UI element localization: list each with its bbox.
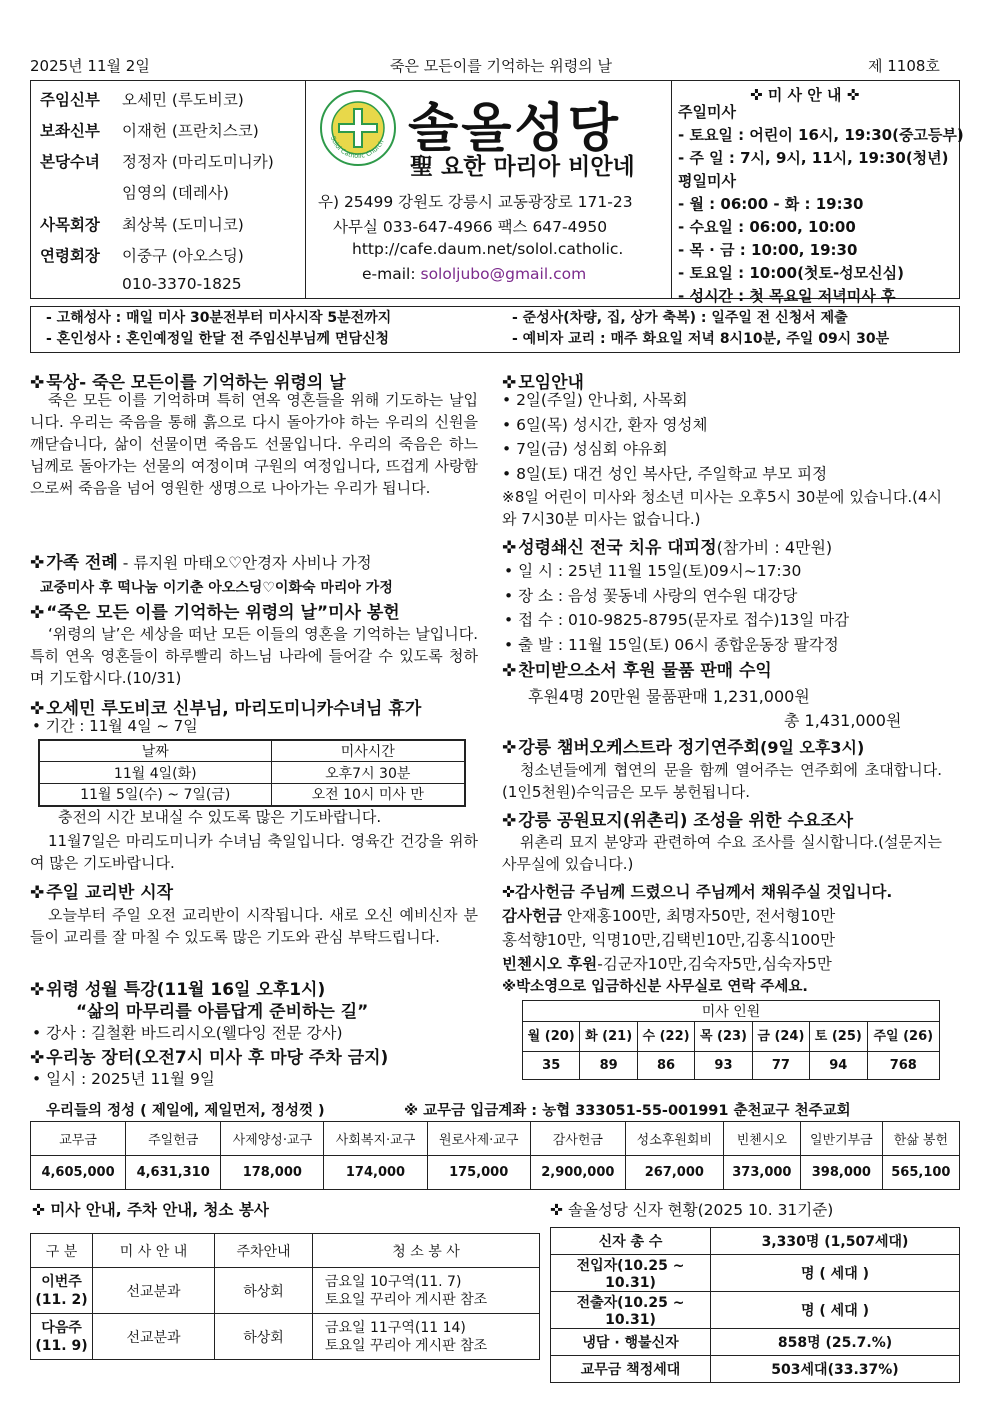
mass-schedule-line: - 수요일 : 06:00, 10:00 xyxy=(678,218,856,236)
issue-date: 2025년 11월 2일 xyxy=(30,57,150,75)
offering-header: 한삶 봉헌 xyxy=(882,1122,959,1156)
service-clean: 토요일 꾸리아 게시판 참조 xyxy=(325,1337,488,1354)
offering-value: 174,000 xyxy=(324,1156,427,1190)
meditation-heading: ✜ 묵상- 죽은 모든이를 기억하는 위령의 날 xyxy=(30,373,346,393)
parish-address: 우) 25499 강원도 강릉시 교동광장로 171-23 xyxy=(318,193,633,211)
diamond-cross-icon: ✜ xyxy=(30,373,45,393)
retreat-detail: • 출 발 : 11월 15일(토) 06시 종합운동장 팔각정 xyxy=(504,635,839,654)
staff-row xyxy=(40,213,244,235)
service-clean: 금요일 11구역(11 14) xyxy=(325,1319,466,1336)
diamond-cross-icon: ✜ xyxy=(30,699,45,719)
issue-number: 제 1108호 xyxy=(868,57,940,75)
attendance-table xyxy=(522,1000,940,1080)
attendance-day: 주일 (26) xyxy=(867,1022,939,1052)
diamond-cross-icon: ✜ xyxy=(502,538,517,558)
members-value: 858명 (25.7.%) xyxy=(711,1329,960,1356)
thanks-line-2: 홍석향10만, 익명10만,김택빈10만,김홍식100만 xyxy=(502,931,836,949)
staff-row xyxy=(40,275,242,293)
members-row xyxy=(551,1356,960,1383)
thanks-line-3: 빈첸시오 후원-김군자10만,김숙자5만,심숙자5만 xyxy=(502,955,832,973)
vacation-prayer: 충전의 시간 보내실 수 있도록 많은 기도바랍니다. xyxy=(58,808,382,826)
parish-phone: 사무실 033-647-4966 팩스 647-4950 xyxy=(333,218,608,236)
staff-name: 임영의 (데레사) xyxy=(122,184,229,202)
members-value: 3,330명 (1,507세대) xyxy=(711,1228,960,1255)
email-link[interactable]: sololjubo@gmail.com xyxy=(420,265,587,283)
meetings-note: ※8일 어린이 미사와 청소년 미사는 오후5시 30분에 있습니다.(4시와 7시30분 미사는 없습니다.) xyxy=(502,488,942,528)
mass-schedule xyxy=(678,101,964,308)
table-cell: 11월 4일(화) xyxy=(39,762,271,784)
offering-table xyxy=(30,1121,960,1190)
service-header: 미 사 안 내 xyxy=(93,1234,215,1268)
service-heading: ✜ 미사 안내, 주차 안내, 청소 봉사 xyxy=(32,1201,269,1219)
staff-row xyxy=(40,88,244,110)
attendance-day: 수 (22) xyxy=(637,1022,694,1052)
staff-name: 이재헌 (프란치스코) xyxy=(122,122,259,140)
members-label: 전입자(10.25 ~ 10.31) xyxy=(551,1255,711,1292)
staff-name: 이중구 (아오스딩) xyxy=(122,247,244,265)
members-row xyxy=(551,1292,960,1329)
service-mass: 선교분과 xyxy=(93,1268,215,1314)
attendance-count: 768 xyxy=(867,1052,939,1080)
service-week: 이번주 xyxy=(41,1273,82,1290)
offering-header: 사회복지·교구 xyxy=(324,1122,427,1156)
offering-title: 우리들의 정성 ( 제일에, 제일먼저, 정성껏 ) xyxy=(46,1103,325,1119)
service-header: 구 분 xyxy=(31,1234,93,1268)
parish-patron: 聖 요한 마리아 비안네 xyxy=(410,154,635,180)
mass-schedule-line: 주일미사 xyxy=(678,103,736,121)
service-date: (11. 2) xyxy=(35,1291,88,1308)
meeting-item: • 7일(금) 성심회 야유회 xyxy=(502,440,668,458)
family-liturgy-line: 교중미사 후 떡나눔 이기춘 아오스딩♡이화숙 마리아 가정 xyxy=(40,580,393,596)
offering-value: 175,000 xyxy=(427,1156,530,1190)
offering-header: 성소후원회비 xyxy=(625,1122,723,1156)
feast-note: 11월7일은 마리도미니카 수녀님 축일입니다. 영육간 건강을 위하여 많은 기도바랍니다. xyxy=(30,832,478,872)
offering-value: 373,000 xyxy=(723,1156,800,1190)
vacation-heading: ✜ 오세민 루도비코 신부님, 마리도미니카수녀님 휴가 xyxy=(30,699,422,719)
members-value: 503세대(33.37%) xyxy=(711,1356,960,1383)
offering-header: 감사헌금 xyxy=(530,1122,625,1156)
service-row xyxy=(31,1314,540,1360)
service-week: 다음주 xyxy=(41,1319,82,1336)
staff-name: 정정자 (마리도미니카) xyxy=(122,153,274,171)
members-label: 교무금 책정세대 xyxy=(551,1356,711,1383)
members-row xyxy=(551,1329,960,1356)
market-date: • 일시 : 2025년 11월 9일 xyxy=(32,1070,215,1088)
offering-value: 565,100 xyxy=(882,1156,959,1190)
concert-heading: ✜ 강릉 챔버오케스트라 정기연주회(9일 오후3시) xyxy=(502,738,865,758)
service-header: 주차안내 xyxy=(215,1234,313,1268)
offering-value: 267,000 xyxy=(625,1156,723,1190)
thanks-line-1: 감사헌금 안재홍100만, 최명자50만, 전서형10만 xyxy=(502,907,836,925)
mass-schedule-line: - 토요일 : 10:00(첫토-성모신심) xyxy=(678,264,904,282)
diamond-cross-icon: ✜ xyxy=(30,553,45,573)
meeting-item: • 2일(주일) 안나회, 사목회 xyxy=(502,391,688,409)
staff-role: 보좌신부 xyxy=(40,122,100,140)
offering-value: 2,900,000 xyxy=(530,1156,625,1190)
diamond-cross-icon: ✜ xyxy=(30,883,45,903)
staff-name: 최상복 (도미니코) xyxy=(122,216,244,234)
concert-body: 청소년들에게 협연의 문을 함께 열어주는 연주회에 초대합니다.(1인5천원)수익금은 모두 봉헌됩니다. xyxy=(502,761,942,801)
table-header: 미사시간 xyxy=(271,740,465,762)
meditation-body: 죽은 모든 이를 기억하며 특히 연옥 영혼들을 위해 기도하는 날입니다. 우리는 죽음을 통해 흙으로 다시 돌아가야 하는 우리의 신원을 깨닫습니다, 삶이 선물이면 죽음도 선물입니다. 우리의 죽음은 하느님께로 돌아가는 선물의 여정이며 구원의 여정입니다, 뜨겁게 사랑함으로써 죽음을 넘어 영원한 생명으로 나아가는 우리가 됩니다. xyxy=(30,391,478,497)
diamond-cross-icon: ✜ xyxy=(750,86,763,104)
members-value: 명 ( 세대 ) xyxy=(711,1292,960,1329)
meeting-item: • 6일(목) 성시간, 환자 영성체 xyxy=(502,415,708,434)
offering-header: 원로사제·교구 xyxy=(427,1122,530,1156)
notice-confession: - 고해성사 : 매일 미사 30분전부터 미사시작 5분전까지 xyxy=(46,310,392,326)
service-date: (11. 9) xyxy=(35,1337,88,1354)
cemetery-heading: ✜ 강릉 공원묘지(위촌리) 조성을 위한 수요조사 xyxy=(502,811,854,831)
parish-website[interactable]: http://cafe.daum.net/solol.catholic. xyxy=(352,240,624,258)
staff-role: 연령회장 xyxy=(40,247,100,265)
notice-blessing: - 준성사(차량, 집, 상가 축복) : 일주일 전 신청서 제출 xyxy=(512,310,848,326)
diamond-cross-icon: ✜ xyxy=(32,1201,45,1219)
notice-marriage: - 혼인성사 : 혼인예정일 한달 전 주임신부님께 면담신청 xyxy=(46,331,390,347)
parish-logo xyxy=(318,88,398,168)
attendance-count: 93 xyxy=(695,1052,752,1080)
lecture-heading: ✜ 위령 성월 특강(11월 16일 오후1시) xyxy=(30,980,326,1000)
offering-header: 주일헌금 xyxy=(126,1122,221,1156)
staff-row xyxy=(40,119,259,141)
diamond-cross-icon: ✜ xyxy=(502,373,517,393)
diamond-cross-icon: ✜ xyxy=(502,738,517,758)
offering-value: 4,605,000 xyxy=(31,1156,126,1190)
thanks-heading: ✜감사헌금 주님께 드렸으니 주님께서 채워주실 것입니다. xyxy=(502,883,893,901)
all-souls-mass-body: ‘위령의 날’은 세상을 떠난 모든 이들의 영혼을 기억하는 날입니다. 특히 연옥 영혼들이 하루빨리 하느님 나라에 들어갈 수 있도록 청하며 기도합시다.(10/31) xyxy=(30,625,478,687)
offering-header: 교무금 xyxy=(31,1122,126,1156)
mass-schedule-title: ✜ 미 사 안 내 ✜ xyxy=(750,86,860,104)
all-souls-mass-heading: ✜ “죽은 모든 이를 기억하는 위령의 날”미사 봉헌 xyxy=(30,603,400,623)
laudato-sales: 후원4명 20만원 물품판매 1,231,000원 xyxy=(528,687,810,706)
members-table xyxy=(550,1227,960,1383)
meetings-list xyxy=(502,388,827,486)
table-cell: 11월 5일(수) ~ 7일(금) xyxy=(39,784,271,806)
mass-schedule-line: - 성시간 : 첫 목요일 저녁미사 후 xyxy=(678,287,896,305)
members-row xyxy=(551,1228,960,1255)
vacation-table xyxy=(38,739,466,807)
attendance-day: 금 (24) xyxy=(752,1022,809,1052)
lecture-subtitle: “삶의 마무리를 아름답게 준비하는 길” xyxy=(76,1002,369,1022)
svg-text:Solol Catholic Church: Solol Catholic Church xyxy=(328,135,386,161)
attendance-count: 89 xyxy=(580,1052,637,1080)
mass-schedule-line: - 주 일 : 7시, 9시, 11시, 19:30(청년) xyxy=(678,149,949,167)
members-heading: ✜ 솔올성당 신자 현황(2025 10. 31기준) xyxy=(550,1201,834,1219)
retreat-details xyxy=(504,559,849,657)
meeting-item: • 8일(토) 대건 성인 복사단, 주일학교 부모 피정 xyxy=(502,464,828,483)
staff-name: 오세민 (루도비코) xyxy=(122,91,244,109)
diamond-cross-icon: ✜ xyxy=(502,883,515,901)
service-mass: 선교분과 xyxy=(93,1314,215,1360)
lecture-speaker: • 강사 : 길철환 바드리시오(웰다잉 전문 강사) xyxy=(32,1024,343,1042)
diamond-cross-icon: ✜ xyxy=(502,661,517,681)
cemetery-body: 위촌리 묘지 분양과 관련하여 수요 조사를 실시합니다.(설문지는 사무실에 있습니다.) xyxy=(502,833,942,873)
parish-email-row xyxy=(362,265,586,283)
offering-header: 빈첸시오 xyxy=(723,1122,800,1156)
notice-catechumen: - 예비자 교리 : 매주 화요일 저녁 8시10분, 주일 09시 30분 xyxy=(512,331,890,347)
table-cell: 오후7시 30분 xyxy=(271,762,465,784)
service-parking: 하상회 xyxy=(215,1314,313,1360)
retreat-detail: • 일 시 : 25년 11월 15일(토)09시~17:30 xyxy=(504,562,802,580)
attendance-count: 94 xyxy=(810,1052,867,1080)
offering-account: ※ 교무금 입금계좌 : 농협 333051-55-001991 춘천교구 천주교회 xyxy=(404,1103,851,1119)
service-table xyxy=(30,1233,540,1360)
staff-role: 본당수녀 xyxy=(40,153,100,171)
retreat-detail: • 장 소 : 음성 꽃동네 사랑의 연수원 대강당 xyxy=(504,586,798,605)
offering-header: 일반기부금 xyxy=(800,1122,882,1156)
staff-role: 사목회장 xyxy=(40,216,100,234)
thanks-note: ※박소영으로 입금하신분 사무실로 연락 주세요. xyxy=(502,979,808,995)
attendance-count: 35 xyxy=(523,1052,580,1080)
diamond-cross-icon: ✜ xyxy=(550,1201,563,1219)
service-row xyxy=(31,1268,540,1314)
diamond-cross-icon: ✜ xyxy=(502,811,517,831)
attendance-day: 목 (23) xyxy=(695,1022,752,1052)
staff-row xyxy=(40,244,244,266)
staff-role: 주임신부 xyxy=(40,91,100,109)
parish-name: 솔올성당 xyxy=(408,98,621,159)
mass-schedule-line: - 월 : 06:00 - 화 : 19:30 xyxy=(678,195,864,213)
diamond-cross-icon: ✜ xyxy=(30,980,45,1000)
attendance-day: 월 (20) xyxy=(523,1022,580,1052)
members-value: 명 ( 세대 ) xyxy=(711,1255,960,1292)
attendance-day: 토 (25) xyxy=(810,1022,867,1052)
mass-schedule-line: - 목 · 금 : 10:00, 19:30 xyxy=(678,241,858,259)
laudato-total: 총 1,431,000원 xyxy=(784,711,902,730)
vacation-period: • 기간 : 11월 4일 ~ 7일 xyxy=(32,717,198,735)
attendance-title: 미사 인원 xyxy=(523,1001,940,1022)
staff-name: 010-3370-1825 xyxy=(122,275,242,293)
diamond-cross-icon: ✜ xyxy=(846,86,860,104)
attendance-count: 77 xyxy=(752,1052,809,1080)
staff-row xyxy=(40,150,274,172)
catechism-heading: ✜ 주일 교리반 시작 xyxy=(30,883,174,903)
diamond-cross-icon: ✜ xyxy=(30,1048,45,1068)
offering-value: 398,000 xyxy=(800,1156,882,1190)
retreat-detail: • 접 수 : 010-9825-8795(문자로 접수)13일 마감 xyxy=(504,611,850,629)
laudato-heading: ✜ 찬미받으소서 후원 물품 판매 수익 xyxy=(502,661,772,681)
table-cell: 오전 10시 미사 만 xyxy=(271,784,465,806)
table-header: 날짜 xyxy=(39,740,271,762)
offering-value: 178,000 xyxy=(221,1156,324,1190)
retreat-heading: ✜ 성령쇄신 전국 치유 대피정(참가비 : 4만원) xyxy=(502,538,833,558)
service-parking: 하상회 xyxy=(215,1268,313,1314)
mass-schedule-line: - 토요일 : 어린이 16시, 19:30(중고등부) xyxy=(678,126,964,144)
service-clean: 금요일 10구역(11. 7) xyxy=(325,1273,462,1290)
market-heading: ✜ 우리농 장터(오전7시 미사 후 마당 주차 금지) xyxy=(30,1048,389,1068)
email-label: e-mail: xyxy=(362,265,416,283)
offering-header: 사제양성·교구 xyxy=(221,1122,324,1156)
members-label: 신자 총 수 xyxy=(551,1228,711,1255)
members-label: 전출자(10.25 ~ 10.31) xyxy=(551,1292,711,1329)
service-header: 청 소 봉 사 xyxy=(313,1234,540,1268)
members-row xyxy=(551,1255,960,1292)
catechism-body: 오늘부터 주일 오전 교리반이 시작됩니다. 새로 오신 예비신자 분들이 교리를 잘 마칠 수 있도록 많은 기도와 관심 부탁드립니다. xyxy=(30,906,478,946)
issue-title: 죽은 모든이를 기억하는 위령의 날 xyxy=(390,57,612,75)
meetings-heading: ✜ 모임안내 xyxy=(502,373,584,393)
offering-value: 4,631,310 xyxy=(126,1156,221,1190)
mass-schedule-line: 평일미사 xyxy=(678,172,736,190)
diamond-cross-icon: ✜ xyxy=(30,603,45,623)
family-liturgy-heading: ✜ 가족 전례 - 류지원 마태오♡안경자 사비나 가정 xyxy=(30,553,372,573)
staff-row xyxy=(40,181,229,203)
members-label: 냉담 · 행불신자 xyxy=(551,1329,711,1356)
attendance-count: 86 xyxy=(637,1052,694,1080)
service-clean: 토요일 꾸리아 게시판 참조 xyxy=(325,1291,488,1308)
attendance-day: 화 (21) xyxy=(580,1022,637,1052)
